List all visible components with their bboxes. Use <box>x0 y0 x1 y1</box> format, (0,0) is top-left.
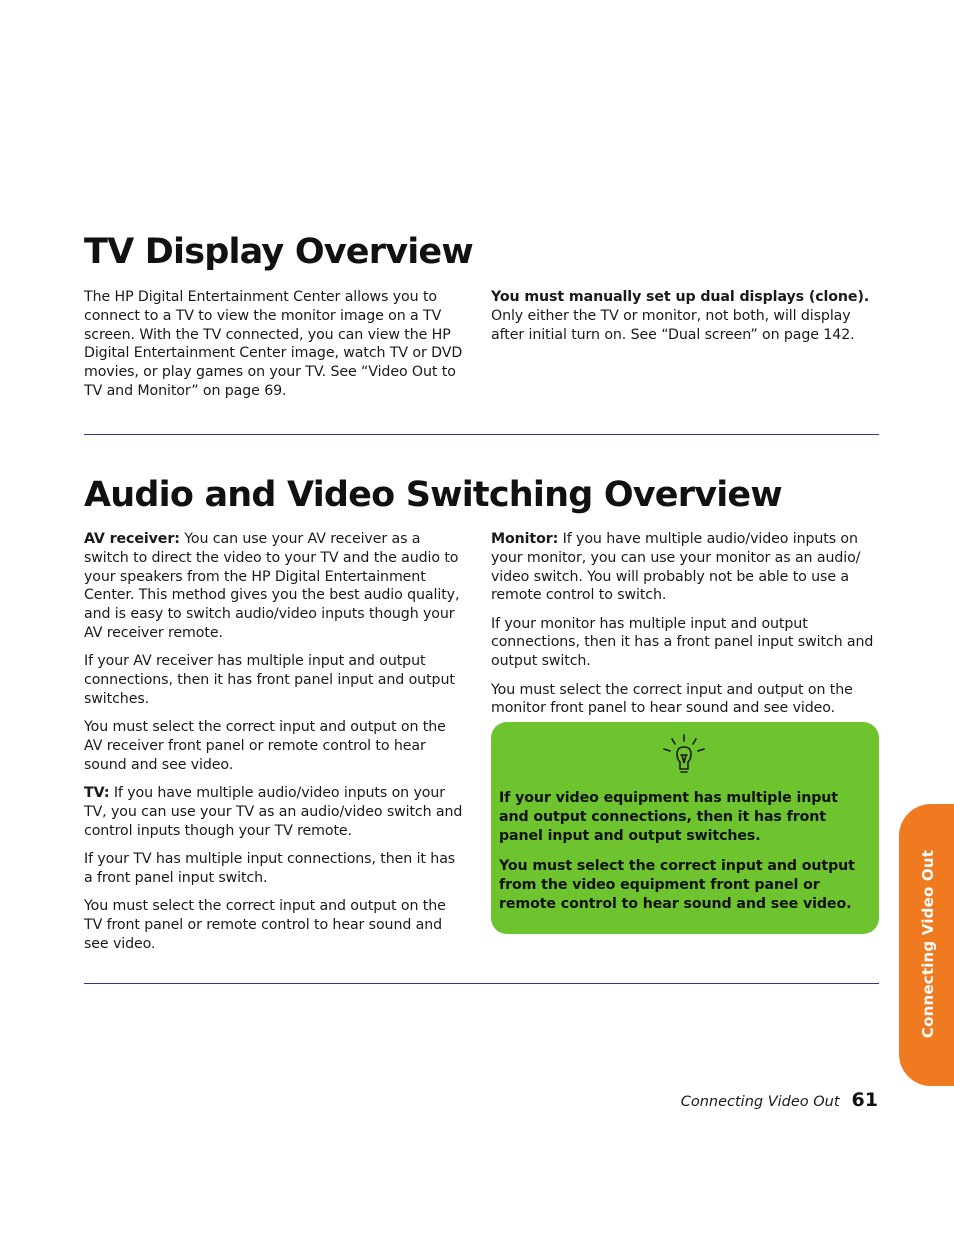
tv-paragraph <box>84 784 468 840</box>
section-divider-top <box>84 434 879 435</box>
tv-right-column <box>491 288 881 354</box>
section-divider-bottom <box>84 983 879 984</box>
tip-paragraph-1: If your video equipment has multiple input and output connections, then it has front panel input and output switches. <box>499 790 838 844</box>
tip-paragraph-2: You must select the correct input and output from the video equipment front panel or remote control to hear sound and see video. <box>499 858 855 912</box>
tip-text <box>499 789 871 926</box>
av-receiver-paragraph-3: You must select the correct input and output on the AV receiver front panel or remote control to hear sound and see video. <box>84 719 446 773</box>
av-receiver-text: You can use your AV receiver as a switch to direct the video to your TV and the audio to your speakers from the HP Digital Entertainment Center. This method gives you the best audio quality, and is easy to switch audio/video inputs though your AV receiver remote. <box>84 531 460 641</box>
monitor-lead: Monitor: <box>491 531 559 547</box>
monitor-paragraph-2: If your monitor has multiple input and output connections, then it has a front panel input switch and output switch. <box>491 615 874 670</box>
monitor-paragraph-3: You must select the correct input and output on the monitor front panel to hear sound and see video. <box>491 681 853 717</box>
page-footer <box>681 1089 878 1111</box>
section-title-tv-display: TV Display Overview <box>84 232 473 272</box>
monitor-paragraph <box>491 530 881 605</box>
dual-display-text: Only either the TV or monitor, not both, will display after initial turn on. See “Dual screen” on page 142. <box>491 307 855 343</box>
lightbulb-icon <box>661 733 707 779</box>
tv-left-column <box>84 288 468 410</box>
dual-display-note <box>491 288 881 344</box>
av-receiver-lead: AV receiver: <box>84 531 180 547</box>
tv-paragraph-3: You must select the correct input and output on the TV front panel or remote control to hear sound and see video. <box>84 898 446 952</box>
dual-display-lead: You must manually set up dual displays (clone). <box>491 289 870 305</box>
section-title-av-switching: Audio and Video Switching Overview <box>84 475 782 515</box>
av-receiver-paragraph <box>84 530 468 643</box>
chapter-side-tab-label: Connecting Video Out <box>919 849 937 1039</box>
page-number: 61 <box>851 1089 878 1111</box>
tip-box <box>491 722 879 934</box>
tv-lead: TV: <box>84 785 110 802</box>
av-left-column <box>84 530 468 963</box>
tv-paragraph-2: If your TV has multiple input connections, then it has a front panel input switch. <box>84 850 456 886</box>
chapter-side-tab <box>899 804 954 1086</box>
tv-text: If you have multiple audio/video inputs on your TV, you can use your TV as an audio/video switch and control inputs though your TV remote. <box>84 785 463 839</box>
monitor-text: If you have multiple audio/video inputs on your monitor, you can use your monitor as an audio/ video switch. You will probably not be able to use a remote control to switch. <box>491 531 861 604</box>
footer-section-name: Connecting Video Out <box>680 1094 840 1110</box>
av-receiver-paragraph-2: If your AV receiver has multiple input and output connections, then it has front panel input and output switches. <box>84 653 455 707</box>
tv-overview-paragraph: The HP Digital Entertainment Center allows you to connect to a TV to view the monitor image on a TV screen. With the TV connected, you can view the HP Digital Entertainment Center image, watch TV or DVD movies, or play games on your TV. See “Video Out to TV and Monitor” on page 69. <box>84 289 463 399</box>
av-right-column <box>491 530 881 728</box>
